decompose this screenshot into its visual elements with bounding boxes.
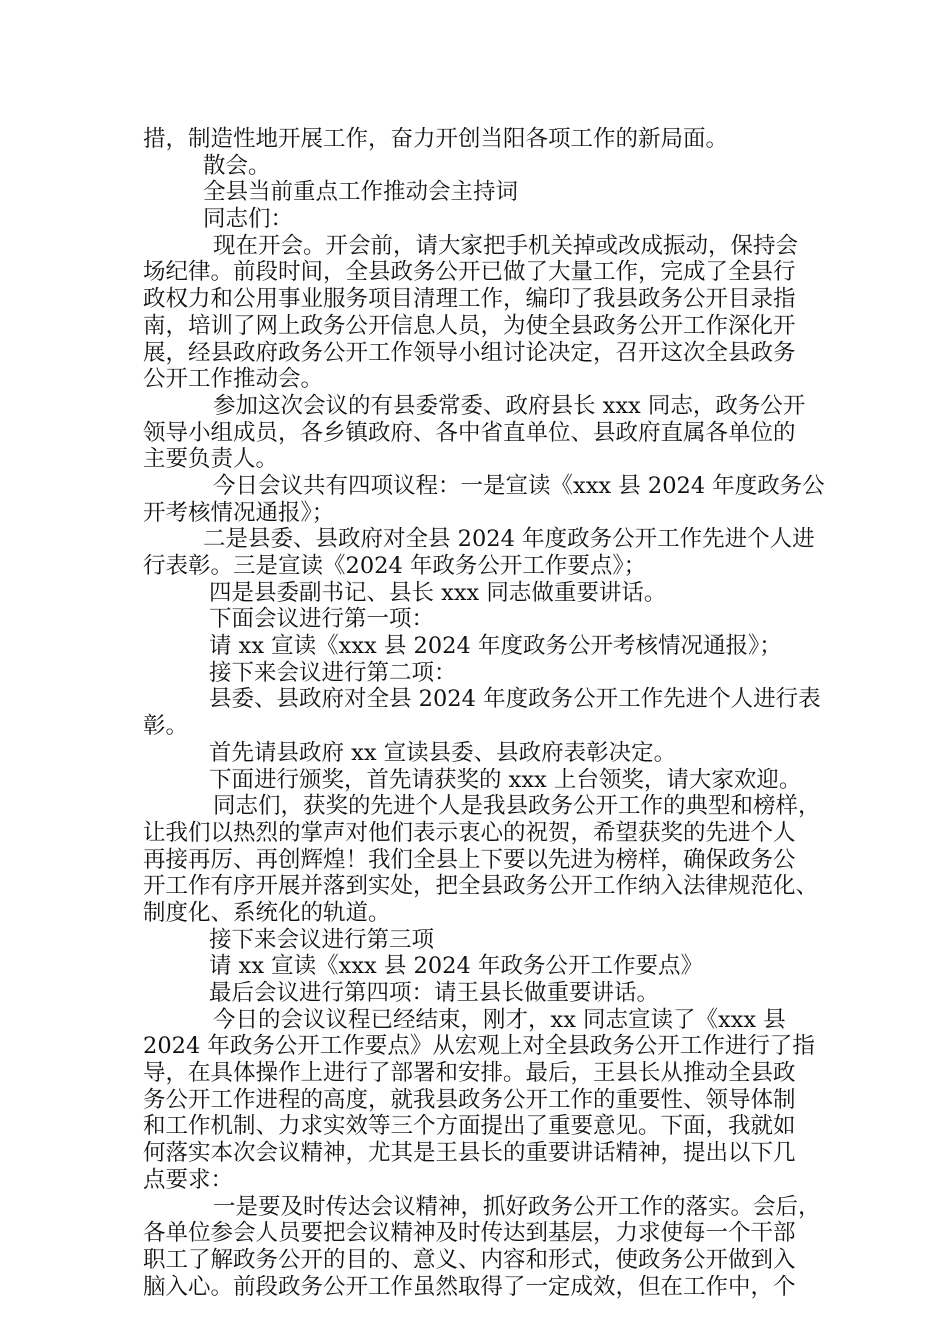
text-line: 各单位参会人员要把会议精神及时传达到基层，力求使每一个干部 <box>143 1220 796 1247</box>
text-line: 场纪律。前段时间，全县政务公开已做了大量工作，完成了全县行 <box>143 259 796 286</box>
text-line: 接下来会议进行第二项： <box>209 659 457 686</box>
text-line: 彰。 <box>143 713 189 740</box>
text-line: 南，培训了网上政务公开信息人员，为使全县政务公开工作深化开 <box>143 312 796 339</box>
text-line: 主要负责人。 <box>143 446 279 473</box>
text-line: 和工作机制、力求实效等三个方面提出了重要意见。下面，我就如 <box>143 1113 796 1140</box>
text-line: 点要求： <box>143 1166 234 1193</box>
text-line: 开考核情况通报》； <box>143 499 335 526</box>
text-line: 何落实本次会议精神，尤其是王县长的重要讲话精神，提出以下几 <box>143 1140 796 1167</box>
text-line: 同志们，获奖的先进个人是我县政务公开工作的典型和榜样， <box>213 793 821 820</box>
text-line: 职工了解政务公开的目的、意义、内容和形式，使政务公开做到入 <box>143 1246 796 1273</box>
text-line: 让我们以热烈的掌声对他们表示衷心的祝贺，希望获奖的先进个人 <box>143 819 796 846</box>
text-line: 最后会议进行第四项：请王县长做重要讲话。 <box>209 980 660 1006</box>
text-line: 措，制造性地开展工作，奋力开创当阳各项工作的新局面。 <box>143 126 729 152</box>
text-line: 全县当前重点工作推动会主持词 <box>203 179 519 206</box>
text-line: 首先请县政府 xx 宣读县委、县政府表彰决定。 <box>209 739 677 766</box>
text-line: 制度化、系统化的轨道。 <box>143 899 391 926</box>
text-line: 散会。 <box>203 152 271 179</box>
text-line: 展，经县政府政务公开工作领导小组讨论决定，召开这次全县政务 <box>143 339 796 366</box>
text-line: 务公开工作进程的高度，就我县政务公开工作的重要性、领导体制 <box>143 1086 796 1113</box>
text-line: 2024 年政务公开工作要点》从宏观上对全县政务公开工作进行了指 <box>143 1033 815 1060</box>
text-line: 一是要及时传达会议精神，抓好政务公开工作的落实。会后， <box>213 1193 821 1220</box>
text-line: 公开工作推动会。 <box>143 366 324 393</box>
text-line: 再接再厉、再创辉煌！我们全县上下要以先进为榜样，确保政务公 <box>143 846 796 873</box>
text-line: 现在开会。开会前，请大家把手机关掉或改成振动，保持会 <box>213 232 799 259</box>
text-line: 开工作有序开展并落到实处，把全县政务公开工作纳入法律规范化、 <box>143 873 819 900</box>
text-line: 行表彰。三是宣读《2024 年政务公开工作要点》； <box>143 553 647 579</box>
text-line: 接下来会议进行第三项 <box>209 926 435 953</box>
text-line: 县委、县政府对全县 2024 年度政务公开工作先进个人进行表 <box>209 686 821 713</box>
text-line: 下面进行颁奖，首先请获奖的 xxx 上台领奖，请大家欢迎。 <box>209 766 802 793</box>
text-line: 四是县委副书记、县长 xxx 同志做重要讲话。 <box>209 579 667 606</box>
text-line: 领导小组成员，各乡镇政府、各中省直单位、县政府直属各单位的 <box>143 419 796 446</box>
document-body <box>143 126 823 1300</box>
text-line: 今日会议共有四项议程：一是宣读《xxx 县 2024 年度政务公 <box>213 472 825 499</box>
text-line: 请 xx 宣读《xxx 县 2024 年政务公开工作要点》 <box>209 953 703 980</box>
text-line: 请 xx 宣读《xxx 县 2024 年度政务公开考核情况通报》； <box>209 633 782 660</box>
text-line: 导，在具体操作上进行了部署和安排。最后，王县长从推动全县政 <box>143 1060 796 1087</box>
text-line: 脑入心。前段政务公开工作虽然取得了一定成效，但在工作中，个 <box>143 1273 796 1300</box>
text-line: 同志们： <box>203 206 294 233</box>
text-line: 今日的会议议程已经结束，刚才，xx 同志宣读了《xxx 县 <box>213 1006 786 1033</box>
text-line: 二是县委、县政府对全县 2024 年度政务公开工作先进个人进 <box>203 526 815 553</box>
text-line: 下面会议进行第一项： <box>209 606 435 633</box>
text-line: 参加这次会议的有县委常委、政府县长 xxx 同志，政务公开 <box>213 392 806 419</box>
text-line: 政权力和公用事业服务项目清理工作，编印了我县政务公开目录指 <box>143 286 796 313</box>
